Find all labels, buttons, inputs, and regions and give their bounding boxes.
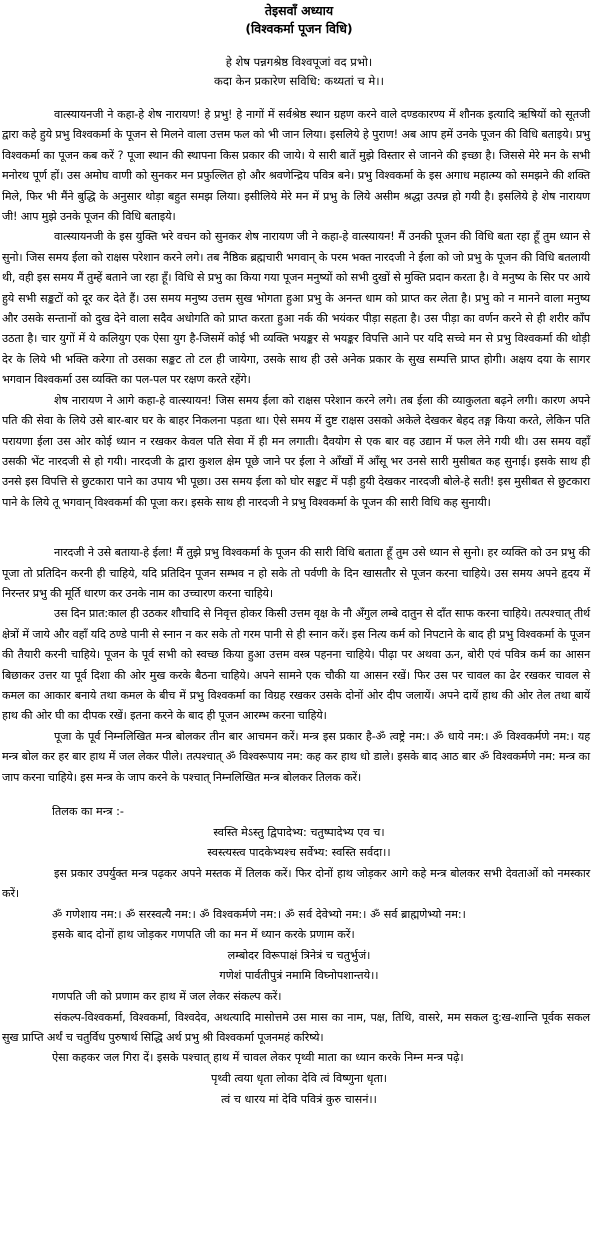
namaskar-mantra: ॐ गणेशाय नम:। ॐ सरस्वत्यै नम:। ॐ विश्वकर्मणे नम:। ॐ सर्व देवेभ्यो नम:। ॐ सर्व ब्राह्मणेभ्यो नम:। xyxy=(52,907,466,921)
sankalp-text: संकल्प-विश्वकर्मा, विश्वकर्मा, विश्वदेव, अथत्यादि मासोत्तमे उस मास का नाम, पक्ष, तिथि, वासरे, मम सकल दु:ख-शान्ति पूर्वक सकल सुख प्राप्ति अर्थं च चतुर्विध पुरुषार्थ सिद्धि अर्थ प्रभु श्री विश्वकर्मा पूजनमहं करिष्ये। xyxy=(2,1010,590,1044)
after-sankalp: ऐसा कहकर जल गिरा दें। इसके पश्चात् हाथ में चावल लेकर पृथ्वी माता का ध्यान करके निम्न मन्त्र पढ़े। xyxy=(52,1051,464,1065)
ganapati-mantra-line-2: गणेशं पार्वतीपुत्रं नमामि विघ्नोपशान्तये।। xyxy=(219,969,379,983)
prithvi-mantra-line-1: पृथ्वी त्वया धृता लोका देवि त्वं विष्णुना धृता। xyxy=(211,1071,387,1085)
chapter-title: तेइसवाँ अध्याय xyxy=(264,3,334,18)
paragraph: पूजा के पूर्व निम्नलिखित मन्त्र बोलकर तीन बार आचमन करें। मन्त्र इस प्रकार है-ॐ त्वष्ट्रे नम:। ॐ धाये नम:। ॐ विश्वकर्मणे नम:। यह मन्त्र बोल कर हर बार हाथ में जल लेकर पीले। तत्पश्चात् ॐ विश्वरूपाय नम: कह कर हाथ धो डाले। इसके बाद आठ बार ॐ विश्वकर्मणे नम: मन्त्र का जाप करना चाहिये। इस मन्त्र के जाप करने के पश्चात् निम्नलिखित मन्त्र बोलकर तिलक करें। xyxy=(2,729,590,784)
paragraph: इस प्रकार उपर्युक्त मन्त्र पढ़कर अपने मस्तक में तिलक करें। फिर दोनों हाथ जोड़कर आगे कहे मन्त्र बोलकर सभी देवताओं को नमस्कार करें। xyxy=(2,866,590,901)
tilak-mantra-line-1: स्वस्ति मेऽस्तु द्विपादेभ्य: चतुष्पादेभ्य एव च। xyxy=(213,825,385,839)
sankalp-intro: गणपति जी को प्रणाम कर हाथ में जल लेकर संकल्प करें। xyxy=(52,989,282,1003)
prithvi-mantra-line-2: त्वं च धारय मां देवि पवित्रं कुरु चासनं।। xyxy=(221,1092,377,1106)
ganapati-mantra-line-1: लम्बोदर विरूपाक्षं त्रिनेत्रं च चतुर्भुजं। xyxy=(227,948,371,962)
paragraph: शेष नारायण ने आगे कहा-हे वात्स्यायन! जिस समय ईला को राक्षस परेशान करने लगे। तब ईला की व्याकुलता बढ़ने लगी। कारण अपने पति की सेवा के लिये उसे बार-बार घर के बाहर निकलना पड़ता था। ऐसे समय में दुष्ट राक्षस उसको अकेले देखकर बेहद तङ्ग किया करते, लेकिन पति परायणा ईला उस ओर कोई ध्यान न रखकर केवल पति सेवा में ही मन लगाती। दैवयोग से एक बार वह उद्यान में फल लेने गयी थी। उस समय वहाँ उसकी भेंट नारदजी से हो गयी। नारदजी के द्वारा कुशल क्षेम पूछे जाने पर ईला ने आँखों में आँसू भर उनसे सारी मुसीबत कह सुनाई। इसके साथ ही उनसे इस विपत्ति से छुटकारा पाने का उपाय भी पूछा। उस समय ईला को घोर सङ्कट में पड़ी हुयी देखकर नारदजी बोले-हे सती! इस मुसीबत से छुटकारा पाने के लिये तू भगवान् विश्वकर्मा की पूजा कर। इसके साथ ही नारदजी ने प्रभु विश्वकर्मा के पूजन की सारी विधि कह सुनायी। xyxy=(2,393,590,509)
paragraph: वात्स्यायनजी ने कहा-हे शेष नारायण! हे प्रभु! हे नागों में सर्वश्रेष्ठ स्थान ग्रहण करने वाले दण्डकारण्य में शौनक इत्यादि ऋषियों को सूतजी द्वारा कहे हुये प्रभु विश्वकर्मा के पूजन से मिलने वाला उत्तम फल को भी जान लिया। इसलिये हे पुराण! अब आप हमें उनके पूजन की विधि बताइये। प्रभु विश्वकर्मा का पूजन कब करें ? पूजा स्थान की स्थापना किस प्रकार की जाये। ये सारी बातें मुझे विस्तार से जानने की इच्छा है। जिससे मेरे मन के सभी मनोरथ पूर्ण हों। उस अमोघ वाणी को सुनकर मन प्रफुल्लित हो और श्रवणेन्द्रिय पवित्र बने। प्रभु विश्वकर्मा के इस अगाध महात्म्य को समझने की शक्ति मिले, फिर भी मैंने बुद्धि के अनुसार थोड़ा बहुत समझ लिया। इसीलिये मेरे मन में प्रभु के लिये असीम श्रद्धा उत्पन्न हो गयी है। इसलिये हे शेष नारायण जी! आप मुझे उनके पूजन की विधि बताइये। xyxy=(2,108,590,224)
opening-verse-line-2: कदा केन प्रकारेण सविधि: कथ्यतां च मे।। xyxy=(214,74,384,88)
tilak-label: तिलक का मन्त्र :- xyxy=(52,805,124,818)
paragraph: नारदजी ने उसे बताया-हे ईला! मैं तुझे प्रभु विश्वकर्मा के पूजन की सारी विधि बताता हूँ तुम उसे ध्यान से सुनो। हर व्यक्ति को उन प्रभु की पूजा तो प्रतिदिन करनी ही चाहिये, यदि प्रतिदिन पूजन सम्भव न हो सके तो पर्वणी के दिन खासतौर से पूजन करना चाहिये। उस समय अपने हृदय में निरन्तर प्रभु की मूर्ति धारण कर उनके नाम का उच्चारण करना चाहिये। xyxy=(2,546,590,600)
tilak-mantra-line-2: स्वस्त्यस्त्व पादकेभ्यश्च सर्वेभ्य: स्वस्ति सर्वदा।। xyxy=(207,846,391,860)
chapter-subtitle: (विश्वकर्मा पूजन विधि) xyxy=(245,21,353,36)
paragraph: उस दिन प्रात:काल ही उठकर शौचादि से निवृत्त होकर किसी उत्तम वृक्ष के नौ अँगुल लम्बे दातुन से दाँत साफ करना चाहिये। तत्पश्चात् तीर्थ क्षेत्रों में जाये और वहाँ यदि ठण्डे पानी से स्नान न कर सके तो गरम पानी से ही स्नान करें। इस नित्य कर्म को निपटाने के बाद ही प्रभु विश्वकर्मा के पूजन की तैयारी करनी चाहिये। पूजन के पूर्व सभी को स्वच्छ किया हुआ उत्तम वस्त्र पहनना चाहिये। पीढ़ा पर अथवा ऊन, बोरी एवं पवित्र कर्म का आसन बिछाकर उत्तर या पूर्व दिशा की ओर मुख करके बैठना चाहिये। अपने सामने एक चौकी या आसन रखें। फिर उस पर चावल का ढेर रखकर चावल से कमल का आकार बनाये तथा कमल के बीच में प्रभु विश्वकर्मा का विग्रह रखकर उसके दोनों ओर दीप जलायें। अपने दायें हाथ की ओर तेल तथा बायें हाथ की ओर घी का दीपक रखें। इतना करने के बाद ही पूजन आरम्भ करना चाहिये। xyxy=(2,607,590,723)
ganapati-intro: इसके बाद दोनों हाथ जोड़कर गणपति जी का मन में ध्यान करके प्रणाम करें। xyxy=(52,928,355,942)
paragraph: वात्स्यायनजी के इस युक्ति भरे वचन को सुनकर शेष नारायण जी ने कहा-हे वात्स्यायन! मैं उनकी पूजन की विधि बता रहा हूँ तुम ध्यान से सुनो। जिस समय ईला को राक्षस परेशान करने लगे। तब नैष्ठिक ब्रह्मचारी भगवान् के परम भक्त नारदजी ने ईला को जो प्रभु के पूजन की विधि बतलायी थी, वही इस समय मैं तुम्हें बताने जा रहा हूँ। विधि से प्रभु का किया गया पूजन मनुष्यों को सभी दुखों से मुक्ति प्रदान करता है। वे मनुष्य के सिर पर आये हुये सभी सङ्कटों को दूर कर देते हैं। उस समय मनुष्य उत्तम सुख भोगता हुआ प्रभु के अनन्त धाम को प्राप्त कर लेता है। प्रभु को न मानने वाला मनुष्य और उसके सन्तानों को दुख देने वाला सदैव अधोगति को प्राप्त करता हुआ नर्क की भयंकर पीड़ा सहता है। उस पीड़ा का वर्णन करने से ही शरीर काँप उठता है। चार युगों में ये कलियुग एक ऐसा युग है-जिसमें कोई भी व्यक्ति भयङ्कर से भयङ्कर विपत्ति आने पर यदि सच्चे मन से प्रभु विश्वकर्मा की थोड़ी देर के लिये भी भक्ति करेगा तो उसका सङ्कट तो टल ही जायेगा, उसके साथ ही उसे अनेक प्रकार के सुख सम्पत्ति प्राप्त होगी। अक्षय दया के सागर भगवान विश्वकर्मा उस व्यक्ति का पल-पल पर रक्षण करते रहेंगे। xyxy=(2,230,590,387)
opening-verse-line-1: हे शेष पन्नगश्रेष्ठ विश्वपूजां वद प्रभो। xyxy=(225,55,373,69)
